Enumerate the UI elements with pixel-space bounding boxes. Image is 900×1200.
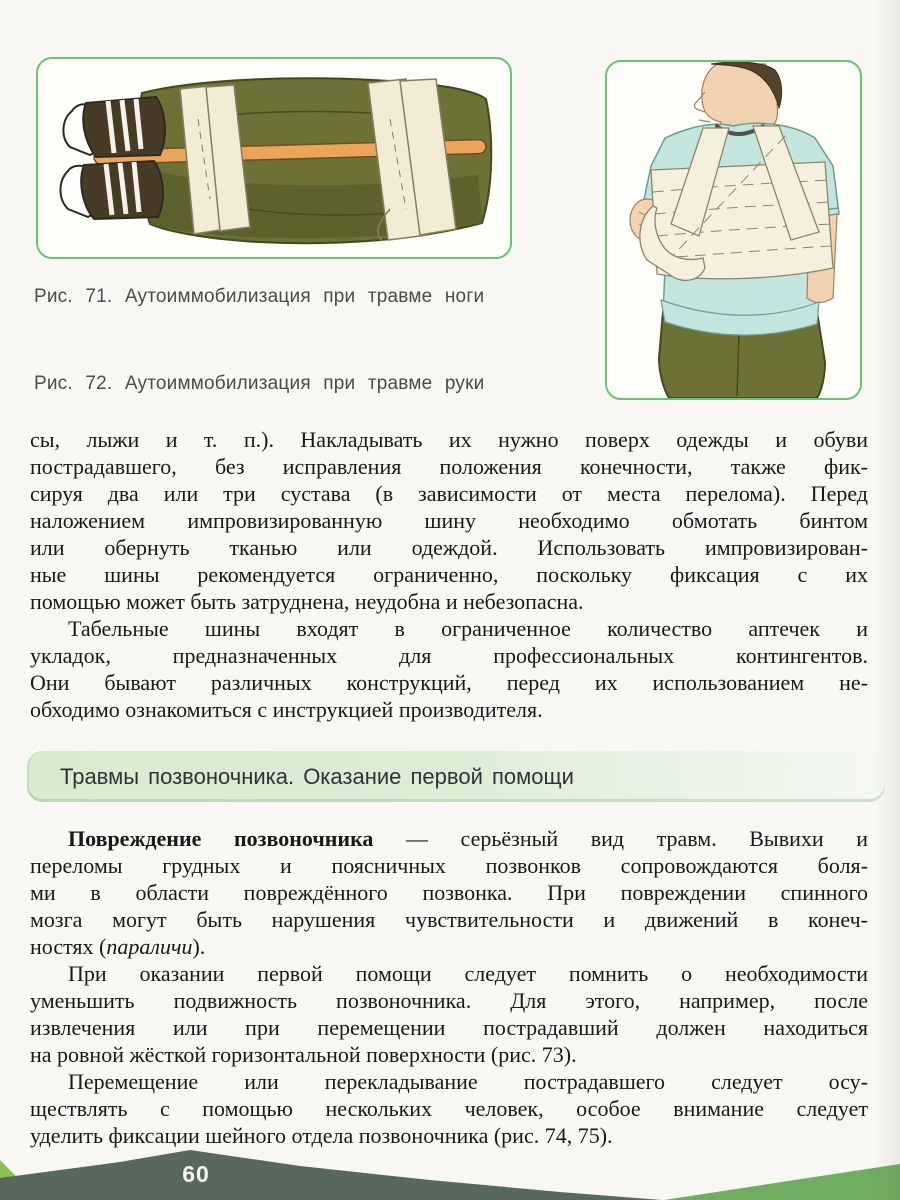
text-line	[30, 825, 868, 852]
page-number: 60	[182, 1161, 210, 1187]
scan-edge-shadow	[874, 0, 900, 1200]
figure-71-frame	[36, 57, 512, 259]
body-text-block-2	[30, 825, 868, 1149]
footer-decoration	[0, 1128, 900, 1200]
text-line: или обернуть тканью или одеждой. Использовать импровизирован-	[30, 535, 868, 560]
text-line: переломы грудных и поясничных позвонков сопровождаются боля-	[30, 853, 868, 878]
footer-green-wedge	[664, 1164, 900, 1200]
figure-71-illustration	[38, 59, 510, 257]
text-line: Перемещение или перекладывание пострадавшего следует осу-	[68, 1069, 868, 1094]
text-line: мозга могут быть нарушения чувствительности и движений в конеч-	[30, 907, 868, 932]
text-line: ми в области повреждённого позвонка. При повреждении спинного	[30, 880, 868, 905]
text-line: ществлять с помощью нескольких человек, особое внимание следует	[30, 1096, 868, 1121]
figure-72-caption: Рис. 72. Аутоиммобилизация при травме руки	[34, 373, 485, 394]
text-span: ).	[192, 934, 206, 959]
text-line: укладок, предназначенных для профессиональных контингентов.	[30, 643, 868, 668]
text-line: пострадавшего, без исправления положения конечности, также фик-	[30, 454, 868, 479]
body-text-block-1	[30, 426, 868, 723]
text-line: извлечения или при перемещении пострадавший должен находиться	[30, 1015, 868, 1040]
paragraph-spine-injury	[30, 825, 868, 960]
paragraph-standard-splints	[30, 615, 868, 723]
text-line: уменьшить подвижность позвоночника. Для этого, например, после	[30, 988, 868, 1013]
text-line: помощью может быть затруднена, неудобна и небезопасна.	[30, 589, 584, 614]
footer-dark-mountain	[0, 1150, 662, 1200]
text-line: При оказании первой помощи следует помнить о необходимости	[68, 961, 868, 986]
figure-71-caption: Рис. 71. Аутоиммобилизация при травме ноги	[34, 286, 485, 307]
text-line: Табельные шины входят в ограниченное количество аптечек и	[68, 616, 868, 641]
figure-72-frame	[605, 60, 862, 400]
bold-lead: Повреждение позвоночника	[68, 826, 374, 851]
text-lines	[30, 852, 868, 933]
text-line: уделить фиксации шейного отдела позвоночника (рис. 74, 75).	[30, 1123, 613, 1148]
italic-term: параличи	[106, 934, 193, 959]
section-title: Травмы позвоночника. Оказание первой помощи	[60, 763, 574, 789]
text-line: на ровной жёсткой горизонтальной поверхности (рис. 73).	[30, 1042, 577, 1067]
text-span: ностях (	[30, 934, 107, 959]
figure-72-illustration	[607, 62, 860, 398]
text-line: сируя два или три сустава (в зависимости от места перелома). Перед	[30, 481, 868, 506]
text-line: Они бывают различных конструкций, перед их использованием не-	[30, 670, 868, 695]
text-line	[30, 933, 868, 960]
text-line: ные шины рекомендуется ограниченно, поскольку фиксация с их	[30, 562, 868, 587]
text-line: обходимо ознакомиться с инструкцией производителя.	[30, 697, 543, 722]
text-line: наложением импровизированную шину необходимо обмотать бинтом	[30, 508, 868, 533]
text-line: сы, лыжи и т. п.). Накладывать их нужно поверх одежды и обуви	[30, 427, 868, 452]
section-header	[27, 751, 885, 802]
paragraph-first-aid	[30, 960, 868, 1068]
paragraph-improvised-splints	[30, 426, 868, 615]
text-span: — серьёзный вид травм. Вывихи и	[373, 826, 868, 851]
